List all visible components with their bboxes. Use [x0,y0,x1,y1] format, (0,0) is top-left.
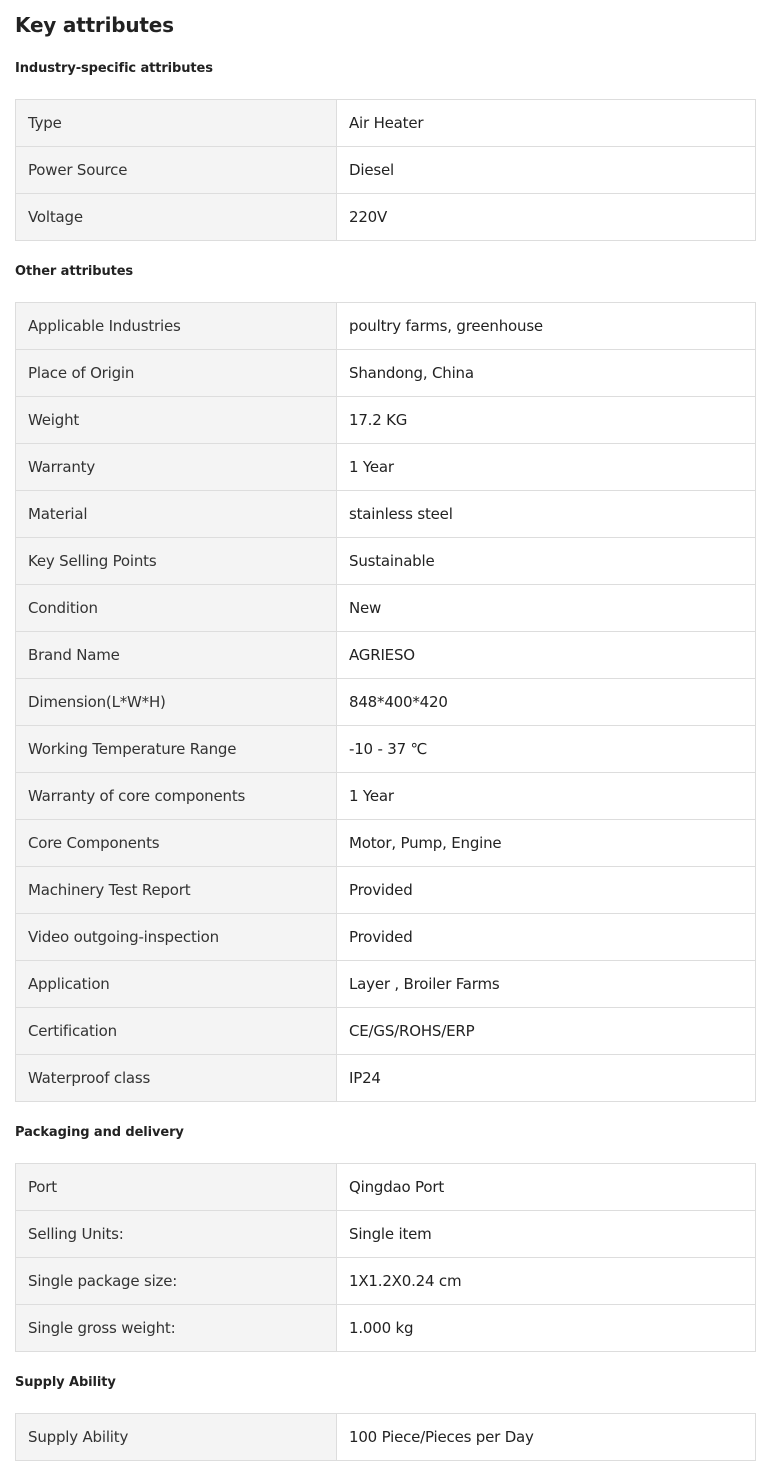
attribute-name: Warranty of core components [16,773,337,820]
table-row [16,961,756,1008]
table-row [16,632,756,679]
table-row [16,726,756,773]
table-row [16,100,756,147]
attribute-value: 17.2 KG [337,397,756,444]
table-row [16,303,756,350]
attribute-value: -10 - 37 ℃ [337,726,756,773]
table-row [16,773,756,820]
table-row [16,350,756,397]
attribute-name: Port [16,1164,337,1211]
table-row [16,147,756,194]
packaging-and-delivery-table [15,1163,756,1352]
table-row [16,1055,756,1102]
table-row [16,1008,756,1055]
table-row [16,1305,756,1352]
attribute-value: 1.000 kg [337,1305,756,1352]
supply-ability-table [15,1413,756,1461]
attribute-name: Weight [16,397,337,444]
attribute-value: Air Heater [337,100,756,147]
table-row [16,1164,756,1211]
attribute-name: Key Selling Points [16,538,337,585]
attribute-value: 220V [337,194,756,241]
attribute-name: Certification [16,1008,337,1055]
attribute-name: Supply Ability [16,1414,337,1461]
attribute-value: Provided [337,914,756,961]
section-title-industry-specific: Industry-specific attributes [15,61,213,76]
other-attributes-table [15,302,756,1102]
attribute-value: Provided [337,867,756,914]
attribute-value: 848*400*420 [337,679,756,726]
table-row [16,538,756,585]
attribute-name: Waterproof class [16,1055,337,1102]
attribute-name: Dimension(L*W*H) [16,679,337,726]
attribute-value: 1X1.2X0.24 cm [337,1258,756,1305]
attribute-value: Sustainable [337,538,756,585]
table-row [16,914,756,961]
table-row [16,1414,756,1461]
attribute-value: Motor, Pump, Engine [337,820,756,867]
table-row [16,585,756,632]
attribute-value: Layer , Broiler Farms [337,961,756,1008]
attribute-value: Qingdao Port [337,1164,756,1211]
attribute-value: Shandong, China [337,350,756,397]
attribute-value: Diesel [337,147,756,194]
attribute-name: Machinery Test Report [16,867,337,914]
attribute-value: IP24 [337,1055,756,1102]
attribute-name: Applicable Industries [16,303,337,350]
attribute-value: CE/GS/ROHS/ERP [337,1008,756,1055]
table-row [16,194,756,241]
table-row [16,444,756,491]
attribute-name: Material [16,491,337,538]
table-row [16,1258,756,1305]
industry-specific-attributes-table [15,99,756,241]
attribute-value: 1 Year [337,444,756,491]
section-title-supply-ability: Supply Ability [15,1375,116,1390]
attribute-name: Condition [16,585,337,632]
table-row [16,820,756,867]
attribute-value: AGRIESO [337,632,756,679]
attribute-name: Brand Name [16,632,337,679]
attribute-name: Selling Units: [16,1211,337,1258]
table-row [16,679,756,726]
attribute-name: Core Components [16,820,337,867]
section-title-other-attributes: Other attributes [15,264,134,279]
attribute-value: New [337,585,756,632]
section-title-packaging-and-delivery: Packaging and delivery [15,1125,184,1140]
attribute-value: 1 Year [337,773,756,820]
attribute-name: Voltage [16,194,337,241]
page-title: Key attributes [15,13,174,37]
table-row [16,867,756,914]
attribute-name: Warranty [16,444,337,491]
attribute-value: 100 Piece/Pieces per Day [337,1414,756,1461]
attribute-value: Single item [337,1211,756,1258]
attribute-name: Working Temperature Range [16,726,337,773]
attribute-name: Type [16,100,337,147]
attribute-name: Power Source [16,147,337,194]
attribute-value: poultry farms, greenhouse [337,303,756,350]
attribute-name: Application [16,961,337,1008]
table-row [16,397,756,444]
table-row [16,1211,756,1258]
attribute-name: Place of Origin [16,350,337,397]
attribute-name: Single package size: [16,1258,337,1305]
attribute-value: stainless steel [337,491,756,538]
attribute-name: Video outgoing-inspection [16,914,337,961]
attribute-name: Single gross weight: [16,1305,337,1352]
table-row [16,491,756,538]
